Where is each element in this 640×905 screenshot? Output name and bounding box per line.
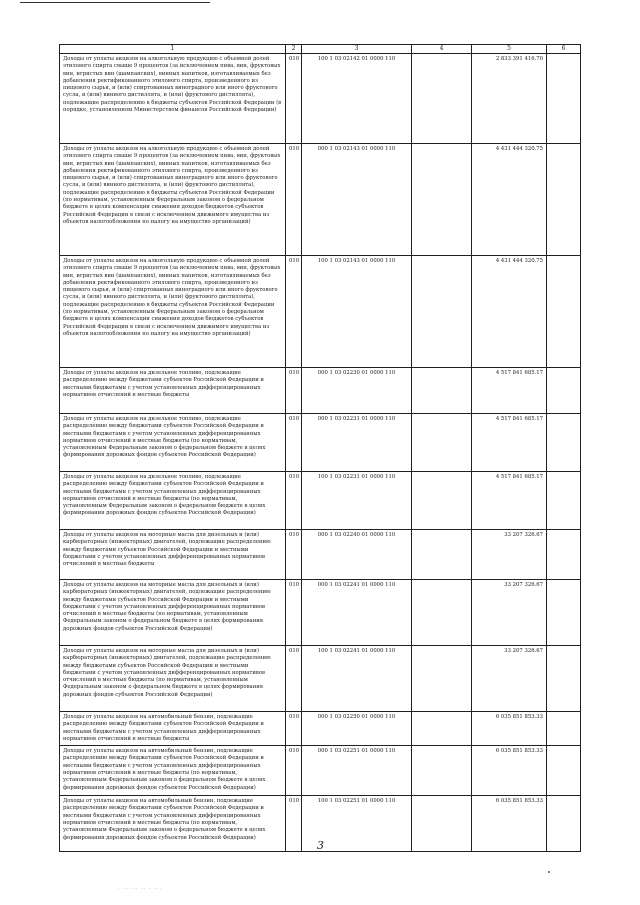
- row-col-4: [412, 530, 472, 580]
- row-line-code: 010: [286, 580, 302, 646]
- row-budget-code: 000 1 03 02240 01 0000 110: [302, 530, 412, 580]
- row-description: Доходы от уплаты акцизов на моторные масла для дизельных и (или) карбюраторных (инжекторных) двигателей, подлежащие распределению между бюджетами субъектов Российской Федерации и местными бюджетами с учетом установленных дифференцированных нормативов отчислений в местные бюджеты (по нормативам, установленным Федеральным законом о федеральном бюджете в целях формирования дорожных фондов субъектов Российской Федерации): [60, 646, 286, 712]
- row-col-6: [547, 144, 581, 256]
- row-description: Доходы от уплаты акцизов на дизельное топливо, подлежащие распределению между бюджетами субъектов Российской Федерации и местными бюджетами с учетом установленных дифференцированных нормативов отчислений в местные бюджеты: [60, 368, 286, 414]
- row-description: Доходы от уплаты акцизов на моторные масла для дизельных и (или) карбюраторных (инжекторных) двигателей, подлежащие распределению между бюджетами субъектов Российской Федерации и местными бюджетами с учетом установленных дифференцированных нормативов отчислений в местные бюджеты (по нормативам, установленным Федеральным законом о федеральном бюджете в целях формирования дорожных фондов субъектов Российской Федерации): [60, 580, 286, 646]
- table-row: [60, 746, 581, 796]
- row-line-code: 010: [286, 712, 302, 746]
- top-rule: [20, 2, 210, 3]
- row-amount: 4 517 841 685.17: [472, 472, 547, 530]
- table-row: [60, 646, 581, 712]
- table-row: [60, 530, 581, 580]
- row-col-4: [412, 256, 472, 368]
- row-line-code: 010: [286, 530, 302, 580]
- row-col-6: [547, 54, 581, 144]
- table-row: [60, 472, 581, 530]
- row-col-4: [412, 746, 472, 796]
- row-line-code: 010: [286, 746, 302, 796]
- row-description: Доходы от уплаты акцизов на моторные масла для дизельных и (или) карбюраторных (инжекторных) двигателей, подлежащие распределению между бюджетами субъектов Российской Федерации и местными бюджетами с учетом установленных дифференцированных нормативов отчислений в местные бюджеты: [60, 530, 286, 580]
- row-description: Доходы от уплаты акцизов на дизельное топливо, подлежащие распределению между бюджетами субъектов Российской Федерации и местными бюджетами с учетом установленных дифференцированных нормативов отчислений в местные бюджеты (по нормативам, установленным Федеральным законом о федеральном бюджете в целях формирования дорожных фондов субъектов Российской Федерации): [60, 472, 286, 530]
- row-budget-code: 100 1 03 02251 01 0000 110: [302, 796, 412, 852]
- header-col-4: 4: [412, 45, 472, 54]
- row-col-6: [547, 472, 581, 530]
- row-line-code: 010: [286, 472, 302, 530]
- row-col-4: [412, 368, 472, 414]
- row-col-4: [412, 646, 472, 712]
- row-description: Доходы от уплаты акцизов на алкогольную продукцию с объемной долей этилового спирта свыше 9 процентов (за исключением пива, вин, фруктовых вин, игристых вин (шампанских), винных напитков, изготавливаемых без добавления ректификованного этилового спирта, произведенного из пищевого сырья, и (или) спиртованных виноградного или иного фруктового сусла, и (или) винного дистиллята, и (или) фруктового дистиллята), подлежащие распределению в бюджеты субъектов Российской Федерации (по нормативам, установленным Федеральным законом о федеральном бюджете в целях компенсации снижения доходов бюджетов субъектов Российской Федерации в связи с исключением движимого имущества из объектов налогообложения по налогу на имущество организаций): [60, 144, 286, 256]
- row-col-6: [547, 712, 581, 746]
- page-number: 3: [317, 839, 324, 852]
- row-col-4: [412, 712, 472, 746]
- row-amount: 4 431 444 320.75: [472, 144, 547, 256]
- table-row: [60, 144, 581, 256]
- row-col-6: [547, 746, 581, 796]
- row-col-6: [547, 796, 581, 852]
- row-budget-code: 000 1 03 02250 01 0000 110: [302, 712, 412, 746]
- row-budget-code: 000 1 03 02230 01 0000 110: [302, 368, 412, 414]
- scan-footer-mark: · ·· ··· ·· · ···: [118, 886, 163, 892]
- table-row: [60, 580, 581, 646]
- row-col-6: [547, 580, 581, 646]
- row-description: Доходы от уплаты акцизов на автомобильный бензин, подлежащие распределению между бюджетами субъектов Российской Федерации и местными бюджетами с учетом установленных дифференцированных нормативов отчислений в местные бюджеты (по нормативам, установленным Федеральным законом о федеральном бюджете в целях формирования дорожных фондов субъектов Российской Федерации): [60, 746, 286, 796]
- header-col-3: 3: [302, 45, 412, 54]
- row-description: Доходы от уплаты акцизов на автомобильный бензин, подлежащие распределению между бюджетами субъектов Российской Федерации и местными бюджетами с учетом установленных дифференцированных нормативов отчислений в местные бюджеты (по нормативам, установленным Федеральным законом о федеральном бюджете в целях формирования дорожных фондов субъектов Российской Федерации): [60, 796, 286, 852]
- header-col-5: 5: [472, 45, 547, 54]
- table-row: [60, 712, 581, 746]
- row-col-6: [547, 530, 581, 580]
- header-col-1: 1: [60, 45, 286, 54]
- table-row: [60, 414, 581, 472]
- row-line-code: 010: [286, 256, 302, 368]
- table-row: [60, 368, 581, 414]
- header-col-6: 6: [547, 45, 581, 54]
- row-col-4: [412, 472, 472, 530]
- table-row: [60, 256, 581, 368]
- row-amount: 4 431 444 320.75: [472, 256, 547, 368]
- row-line-code: 010: [286, 796, 302, 852]
- row-col-6: [547, 368, 581, 414]
- row-amount: 4 517 841 685.17: [472, 368, 547, 414]
- row-budget-code: 100 1 03 02241 01 0000 110: [302, 646, 412, 712]
- row-amount: 4 517 841 685.17: [472, 414, 547, 472]
- row-line-code: 010: [286, 144, 302, 256]
- row-description: Доходы от уплаты акцизов на алкогольную продукцию с объемной долей этилового спирта свыше 9 процентов (за исключением пива, вин, фруктовых вин, игристых вин (шампанских), винных напитков, изготавливаемых без добавления ректификованного этилового спирта, произведенного из пищевого сырья, и (или) спиртованных виноградного или иного фруктового сусла, и (или) винного дистиллята, и (или) фруктового дистиллята), подлежащие распределению в бюджеты субъектов Российской Федерации (в порядке, установленном Министерством финансов Российской Федерации): [60, 54, 286, 144]
- row-col-6: [547, 646, 581, 712]
- row-budget-code: 100 1 03 02231 01 0000 110: [302, 472, 412, 530]
- table-row: [60, 54, 581, 144]
- row-col-4: [412, 144, 472, 256]
- row-line-code: 010: [286, 646, 302, 712]
- row-line-code: 010: [286, 368, 302, 414]
- row-amount: 2 833 391 416.70: [472, 54, 547, 144]
- row-budget-code: 000 1 03 02231 01 0000 110: [302, 414, 412, 472]
- row-amount: 6 035 851 853.33: [472, 746, 547, 796]
- row-description: Доходы от уплаты акцизов на дизельное топливо, подлежащие распределению между бюджетами субъектов Российской Федерации и местными бюджетами с учетом установленных дифференцированных нормативов отчислений в местные бюджеты (по нормативам, установленным Федеральным законом о федеральном бюджете в целях формирования дорожных фондов субъектов Российской Федерации): [60, 414, 286, 472]
- row-description: Доходы от уплаты акцизов на автомобильный бензин, подлежащие распределению между бюджетами субъектов Российской Федерации и местными бюджетами с учетом установленных дифференцированных нормативов отчислений в местные бюджеты: [60, 712, 286, 746]
- header-col-2: 2: [286, 45, 302, 54]
- row-budget-code: 100 1 03 02142 01 0000 110: [302, 54, 412, 144]
- row-line-code: 010: [286, 414, 302, 472]
- row-amount: 33 207 326.67: [472, 580, 547, 646]
- row-amount: 6 035 851 853.33: [472, 712, 547, 746]
- revenue-table: [59, 44, 581, 852]
- row-budget-code: 000 1 03 02241 01 0000 110: [302, 580, 412, 646]
- row-description: Доходы от уплаты акцизов на алкогольную продукцию с объемной долей этилового спирта свыше 9 процентов (за исключением пива, вин, фруктовых вин, игристых вин (шампанских), винных напитков, изготавливаемых без добавления ректификованного этилового спирта, произведенного из пищевого сырья, и (или) спиртованных виноградного или иного фруктового сусла, и (или) винного дистиллята, и (или) фруктового дистиллята), подлежащие распределению в бюджеты субъектов Российской Федерации (по нормативам, установленным Федеральным законом о федеральном бюджете в целях компенсации снижения доходов бюджетов субъектов Российской Федерации в связи с исключением движимого имущества из объектов налогообложения по налогу на имущество организаций): [60, 256, 286, 368]
- row-col-4: [412, 414, 472, 472]
- header-row: [60, 45, 581, 54]
- row-amount: 6 035 851 853.33: [472, 796, 547, 852]
- row-budget-code: 000 1 03 02143 01 0000 110: [302, 144, 412, 256]
- row-budget-code: 100 1 03 02143 01 0000 110: [302, 256, 412, 368]
- row-col-4: [412, 796, 472, 852]
- scan-dot: [548, 871, 550, 873]
- revenue-table-body: [60, 45, 581, 852]
- row-budget-code: 000 1 03 02251 01 0000 110: [302, 746, 412, 796]
- row-col-4: [412, 580, 472, 646]
- row-col-6: [547, 256, 581, 368]
- row-amount: 33 207 326.67: [472, 646, 547, 712]
- row-line-code: 010: [286, 54, 302, 144]
- row-amount: 33 207 326.67: [472, 530, 547, 580]
- row-col-4: [412, 54, 472, 144]
- row-col-6: [547, 414, 581, 472]
